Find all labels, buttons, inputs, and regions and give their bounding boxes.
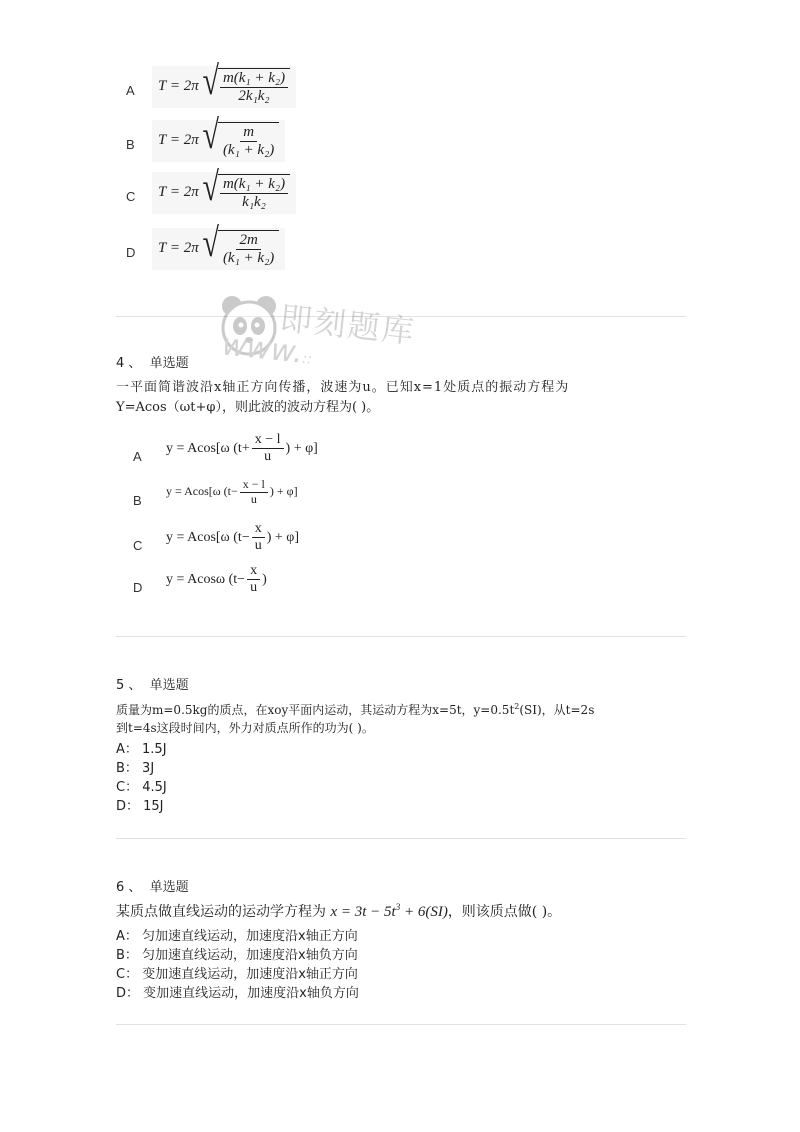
q4-option-c-letter: C [133,538,143,553]
divider [116,838,686,839]
q6-question: 某质点做直线运动的运动学方程为 $x = 3t - 5t^3 + 6(SI)$，则该质点做( )。 [116,902,562,920]
q4-number: 4 、 [116,356,142,371]
q6-number: 6 、 [116,880,142,895]
q5-answer-b[interactable]: B： 3J [116,761,155,776]
q5-header [116,674,189,693]
q6-type: 单选题 [149,880,189,895]
q4-option-b-letter: B [133,493,142,508]
q4-question-line1: 一平面简谐波沿x轴正方向传播，波速为u。已知x=1处质点的振动方程为 [116,380,570,395]
divider [116,1024,686,1025]
q6-header [116,876,189,895]
q3-option-b-letter: B [126,137,135,152]
q6-answer-d[interactable]: D： 变加速直线运动，加速度沿x轴负方向 [116,986,359,1001]
q4-option-c-formula: y = Acos[ω (t− $\frac{x}{u}$ ) + φ] [166,521,300,554]
q3-option-c-letter: C [126,189,136,204]
q4-option-d-formula: y = Acosω (t− $\frac{x}{u}$ ) [166,563,267,596]
q3-option-a-letter: A [126,83,135,98]
q5-answer-a[interactable]: A： 1.5J [116,742,167,757]
q4-option-b-formula: y = Acos[ω (t− $\frac{x - l}{u}$ ) + φ] [166,477,298,506]
q5-answers [116,740,167,816]
q4-option-a-formula: y = Acos[ω (t+ $\frac{x - l}{u}$ ) + φ] [166,432,318,465]
watermark-url: www.:: [220,327,313,371]
q5-question-line1: 质量为m=0.5kg的质点，在xoy平面内运动，其运动方程为x=5t，$y=0.5t^2(SI)$，从t=2s [116,702,595,717]
q5-question-line2: 到t=4s这段时间内，外力对质点所作的功为( )。 [116,721,374,735]
q5-answer-d[interactable]: D： 15J [116,799,164,814]
q4-question-line2: Y=Acos（ωt+φ），则此波的波动方程为( )。 [116,400,380,415]
q4-header [116,352,189,371]
q6-answer-b[interactable]: B： 匀加速直线运动，加速度沿x轴负方向 [116,948,358,963]
q3-option-c-formula: T = 2π √ $\frac{\text{m(k₁ + k₂)}}{\text{k₁k₂}}$ [152,172,296,214]
q4-option-d-letter: D [133,580,143,595]
q5-number: 5 、 [116,678,142,693]
q6-answer-a[interactable]: A： 匀加速直线运动，加速度沿x轴正方向 [116,929,358,944]
q5-type: 单选题 [149,678,189,693]
q6-answers [116,927,359,1003]
q3-option-d-formula: T = 2π √ $\frac{2m}{\text{(k₁ + k₂)}}$ [152,228,285,270]
watermark [214,292,418,371]
q3-option-b-formula: T = 2π √ $\frac{m}{\text{(k₁ + k₂)}}$ [152,120,285,162]
watermark-text: 即刻题库 [278,298,418,351]
q5-answer-c[interactable]: C： 4.5J [116,780,167,795]
divider [116,636,686,637]
q3-option-a-formula: T = 2π √ $\frac{\text{m(k₁ + k₂)}}{\text{2k₁k₂}}$ [152,66,296,108]
q4-option-a-letter: A [133,449,142,464]
q3-option-d-letter: D [126,245,136,260]
q6-answer-c[interactable]: C： 变加速直线运动，加速度沿x轴正方向 [116,967,358,982]
q4-type: 单选题 [149,356,189,371]
